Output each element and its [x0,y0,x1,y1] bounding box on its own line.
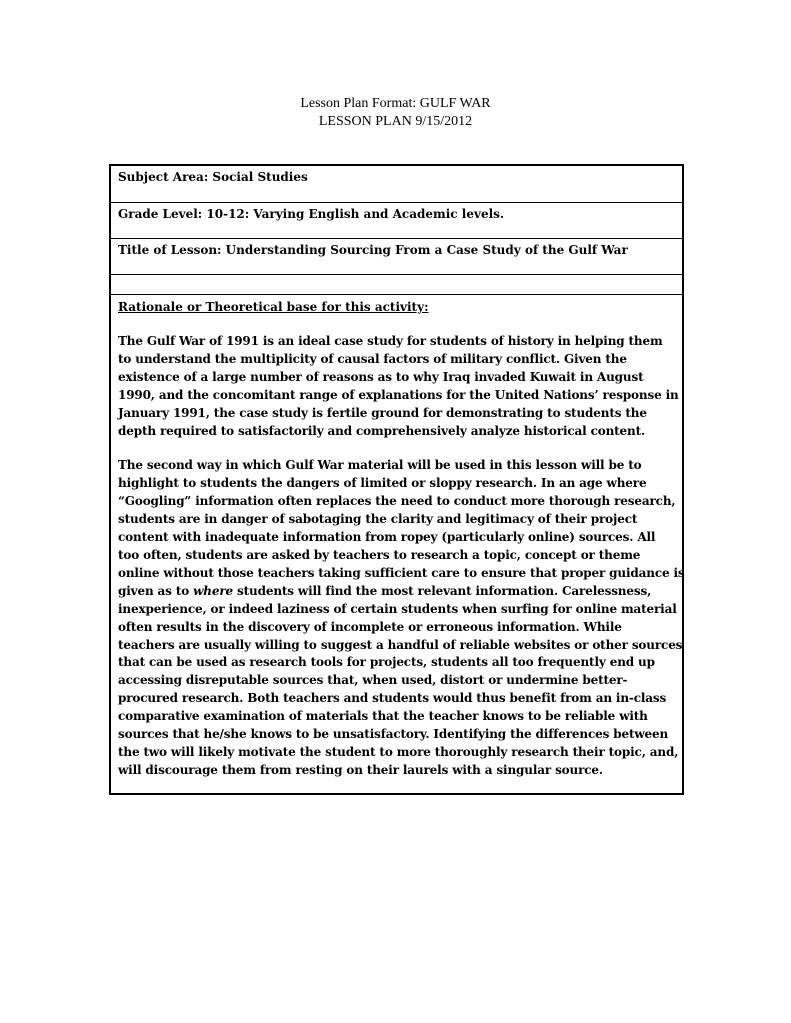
rationale-paragraph-1 [118,333,679,440]
paragraph-line: often results in the discovery of incomplete or erroneous information. While [118,619,622,634]
paragraph-line: will discourage them from resting on their laurels with a singular source. [118,762,603,777]
rationale-paragraph-2 [118,457,685,779]
lesson-title-row [111,239,682,275]
line-text-after: students will find the most relevant information. Carelessness, [233,583,652,598]
paragraph-line: online without those teachers taking sufficient care to ensure that proper guidance is [118,565,685,580]
header-subtitle: LESSON PLAN 9/15/2012 [318,114,473,129]
paragraph-line: accessing disreputable sources that, when used, distort or undermine better- [118,673,628,688]
grade-level-row [111,203,682,239]
lesson-plan-table [109,164,684,795]
document-header [0,95,791,131]
rationale-row [111,295,685,793]
grade-level-text: Grade Level: 10-12: Varying English and Academic levels. [118,207,505,221]
paragraph-line: inexperience, or indeed laziness of certain students when surfing for online material [118,601,677,616]
paragraph-line: The second way in which Gulf War material will be used in this lesson will be to [118,458,642,473]
paragraph-line: highlight to students the dangers of limited or sloppy research. In an age where [118,476,647,491]
paragraph-line: existence of a large number of reasons as to why Iraq invaded Kuwait in August [118,369,644,384]
paragraph-line-emphasis [118,583,675,601]
paragraph-line: January 1991, the case study is fertile ground for demonstrating to students the [118,405,647,420]
paragraph-line: the two will likely motivate the student to more thoroughly research their topic, and, [118,744,679,759]
paragraph-line: sources that he/she knows to be unsatisfactory. Identifying the differences between [118,727,669,742]
paragraph-line: depth required to satisfactorily and comprehensively analyze historical content. [118,423,646,438]
subject-area-row [111,166,682,203]
paragraph-line: comparative examination of materials that the teacher knows to be reliable with [118,709,648,724]
paragraph-line: too often, students are asked by teachers to research a topic, concept or theme [118,547,641,562]
paragraph-line: students are in danger of sabotaging the clarity and legitimacy of their project [118,512,638,527]
paragraph-line: procured research. Both teachers and students would thus benefit from an in-class [118,691,667,706]
paragraph-line: content with inadequate information from ropey (particularly online) sources. All [118,530,656,545]
empty-row [111,275,682,295]
paragraph-line: 1990, and the concomitant range of explanations for the United Nations’ response in [118,387,679,402]
lesson-title-text: Title of Lesson: Understanding Sourcing From a Case Study of the Gulf War [118,243,628,257]
paragraph-line: teachers are usually willing to suggest a handful of reliable websites or other sources [118,637,683,652]
line-text-before: given as to [118,583,194,598]
header-title: Lesson Plan Format: GULF WAR [300,96,491,111]
paragraph-line: to understand the multiplicity of causal factors of military conflict. Given the [118,351,627,366]
subject-area-text: Subject Area: Social Studies [118,170,308,184]
paragraph-line: The Gulf War of 1991 is an ideal case study for students of history in helping them [118,334,663,348]
rationale-heading: Rationale or Theoretical base for this activity: [118,300,429,314]
emphasized-word: where [193,583,233,598]
paragraph-line: “Googling” information often replaces the need to conduct more thorough research, [118,494,676,509]
paragraph-line: that can be used as research tools for projects, students all too frequently end up [118,655,655,670]
